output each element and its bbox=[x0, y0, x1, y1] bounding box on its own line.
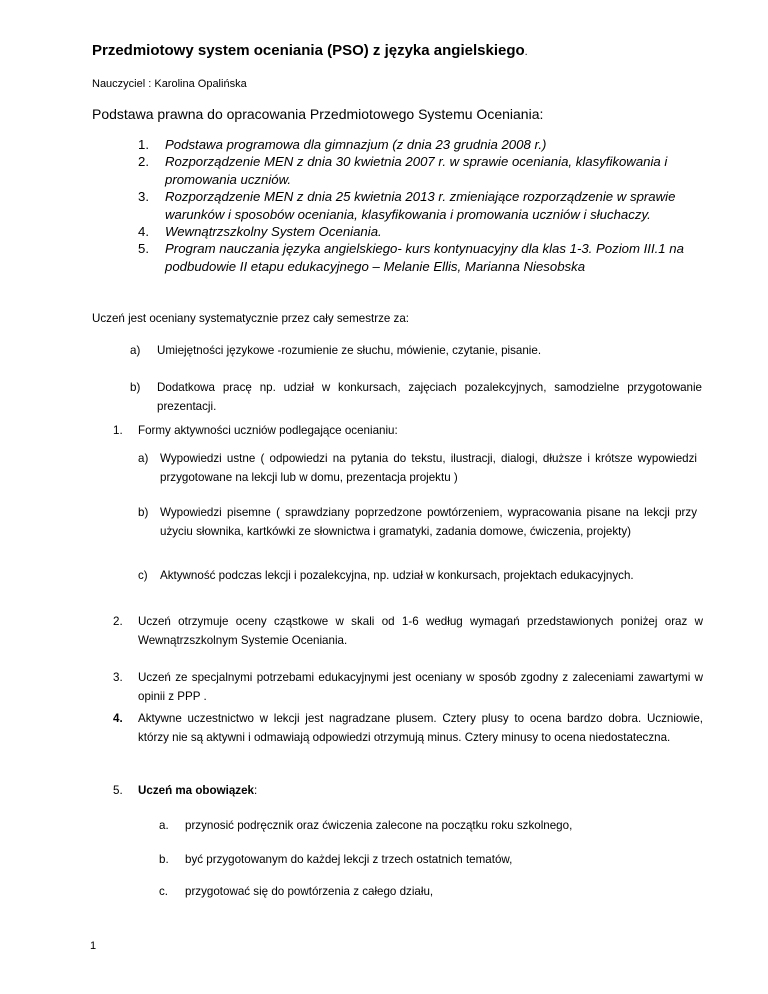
teacher-line: Nauczyciel : Karolina Opalińska bbox=[92, 78, 247, 90]
list-item: b) Wypowiedzi pisemne ( sprawdziany poprzedzone powtórzeniem, wypracowania pisane na lekcji przy użyciu słownika, kartkówki ze słownictwa i gramatyki, zadania domowe, ćwiczenia, projekty) bbox=[138, 506, 697, 538]
list-item: b. być przygotowanym do każdej lekcji z trzech ostatnich tematów, bbox=[159, 853, 513, 866]
list-item: c. przygotować się do powtórzenia z całego działu, bbox=[159, 885, 434, 898]
section-1-heading: 1. Formy aktywności uczniów podlegające ocenianiu: bbox=[113, 424, 398, 437]
list-item: 4. Wewnątrzszkolny System Oceniania. bbox=[138, 224, 382, 240]
section-4: 4. Aktywne uczestnictwo w lekcji jest nagradzane plusem. Cztery plusy to ocena bardzo dobra. Uczniowie, którzy nie są aktywni i odmawiają odpowiedzi otrzymują minus. Cztery minusy to ocena niedostateczna. bbox=[113, 712, 703, 744]
legal-basis-list bbox=[138, 136, 698, 275]
list-item: b) Dodatkowa pracę np. udział w konkursach, zajęciach pozalekcyjnych, samodzielne przygotowanie prezentacji. bbox=[130, 381, 702, 413]
list-item: 2. Rozporządzenie MEN z dnia 30 kwietnia 2007 r. w sprawie oceniania, klasyfikowania i promowania uczniów. bbox=[138, 154, 668, 187]
list-item: 3. Rozporządzenie MEN z dnia 25 kwietnia 2013 r. zmieniające rozporządzenie w sprawie warunków i sposobów oceniania, klasyfikowania i promowania uczniów i słuchaczy. bbox=[138, 189, 676, 222]
assessment-intro: Uczeń jest oceniany systematycznie przez cały semestrze za: bbox=[92, 312, 410, 325]
section-2: 2. Uczeń otrzymuje oceny cząstkowe w skali od 1-6 według wymagań przedstawionych poniżej oraz w Wewnątrzszkolnym Systemie Oceniania. bbox=[113, 615, 703, 647]
list-item: a) Wypowiedzi ustne ( odpowiedzi na pytania do tekstu, ilustracji, dialogi, dłuższe i krótsze wypowiedzi przygotowane na lekcji lub w domu, prezentacja projektu ) bbox=[138, 452, 697, 484]
page-title bbox=[92, 42, 528, 59]
list-item: a) Umiejętności językowe -rozumienie ze słuchu, mówienie, czytanie, pisanie. bbox=[130, 344, 542, 357]
section-5-heading: 5. Uczeń ma obowiązek: bbox=[113, 784, 258, 797]
section-3: 3. Uczeń ze specjalnymi potrzebami edukacyjnymi jest oceniany w sposób zgodny z zaleceniami zawartymi w opinii z PPP . bbox=[113, 671, 703, 703]
title-text: Przedmiotowy system oceniania (PSO) z języka angielskiego bbox=[92, 42, 525, 59]
title-dot: . bbox=[524, 46, 528, 58]
legal-basis-heading: Podstawa prawna do opracowania Przedmiotowego Systemu Oceniania: bbox=[92, 106, 544, 122]
page-number: 1 bbox=[90, 940, 97, 952]
list-item: 5. Program nauczania języka angielskiego- kurs kontynuacyjny dla klas 1-3. Poziom III.1 na podbudowie II etapu edukacyjnego – Melanie Ellis, Marianna Niesobska bbox=[138, 241, 684, 274]
list-item: a. przynosić podręcznik oraz ćwiczenia zalecone na początku roku szkolnego, bbox=[159, 819, 573, 832]
list-item: 1. Podstawa programowa dla gimnazjum (z dnia 23 grudnia 2008 r.) bbox=[138, 137, 547, 152]
list-item: c) Aktywność podczas lekcji i pozalekcyjna, np. udział w konkursach, projektach edukacyjnych. bbox=[138, 569, 634, 582]
